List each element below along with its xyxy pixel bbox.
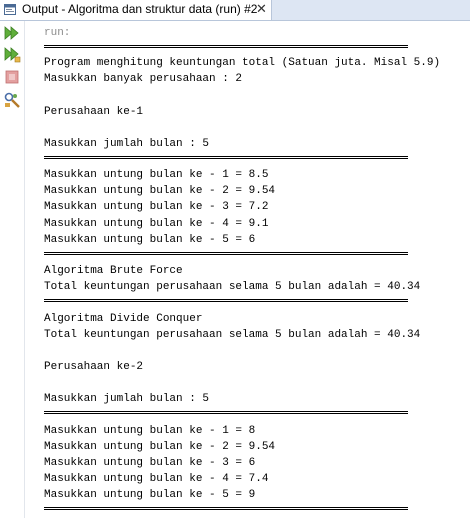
output-window-icon: [4, 4, 16, 15]
console-line: Masukkan untung bulan ke - 5 = 9: [44, 489, 256, 501]
close-tab-icon[interactable]: ✕: [256, 1, 267, 16]
output-titlebar: [0, 0, 470, 21]
console-line: Masukkan untung bulan ke - 3 = 6: [44, 457, 256, 469]
console-line: Masukkan untung bulan ke - 4 = 9.1: [44, 218, 269, 230]
console-line: Masukkan untung bulan ke - 1 = 8.5: [44, 169, 269, 181]
output-tab-title: Output - Algoritma dan struktur data (run) #2: [22, 2, 258, 16]
console-line: Algoritma Brute Force: [44, 265, 183, 277]
separator-line: [44, 299, 408, 302]
output-console[interactable]: [25, 21, 470, 518]
separator-line: [44, 252, 408, 255]
console-line: Masukkan jumlah bulan : 5: [44, 138, 210, 150]
console-line: run:: [44, 27, 71, 39]
separator-line: [44, 156, 408, 159]
separator-line: [44, 507, 408, 510]
console-line: Perusahaan ke-2: [44, 361, 144, 373]
separator-line: [44, 45, 408, 48]
console-line: Masukkan untung bulan ke - 1 = 8: [44, 425, 256, 437]
console-line: Masukkan untung bulan ke - 3 = 7.2: [44, 201, 269, 213]
console-line: Masukkan untung bulan ke - 2 = 9.54: [44, 185, 276, 197]
console-line: Total keuntungan perusahaan selama 5 bulan adalah = 40.34: [44, 281, 421, 293]
output-tab[interactable]: [0, 0, 272, 20]
console-line: Algoritma Divide Conquer: [44, 313, 203, 325]
separator-line: [44, 411, 408, 414]
console-line: Perusahaan ke-1: [44, 106, 144, 118]
console-line: Program menghitung keuntungan total (Satuan juta. Misal 5.9): [44, 57, 441, 69]
console-line: Masukkan untung bulan ke - 2 = 9.54: [44, 441, 276, 453]
rerun-icon[interactable]: [3, 24, 21, 42]
console-line: Masukkan banyak perusahaan : 2: [44, 73, 243, 85]
console-line: Masukkan jumlah bulan : 5: [44, 393, 210, 405]
console-line: Total keuntungan perusahaan selama 5 bulan adalah = 40.34: [44, 329, 421, 341]
output-toolbar: [0, 21, 25, 518]
stop-icon[interactable]: [3, 68, 21, 86]
settings-icon[interactable]: [3, 91, 21, 109]
console-line: Masukkan untung bulan ke - 5 = 6: [44, 234, 256, 246]
console-line: Masukkan untung bulan ke - 4 = 7.4: [44, 473, 269, 485]
rerun-with-options-icon[interactable]: [3, 45, 21, 63]
